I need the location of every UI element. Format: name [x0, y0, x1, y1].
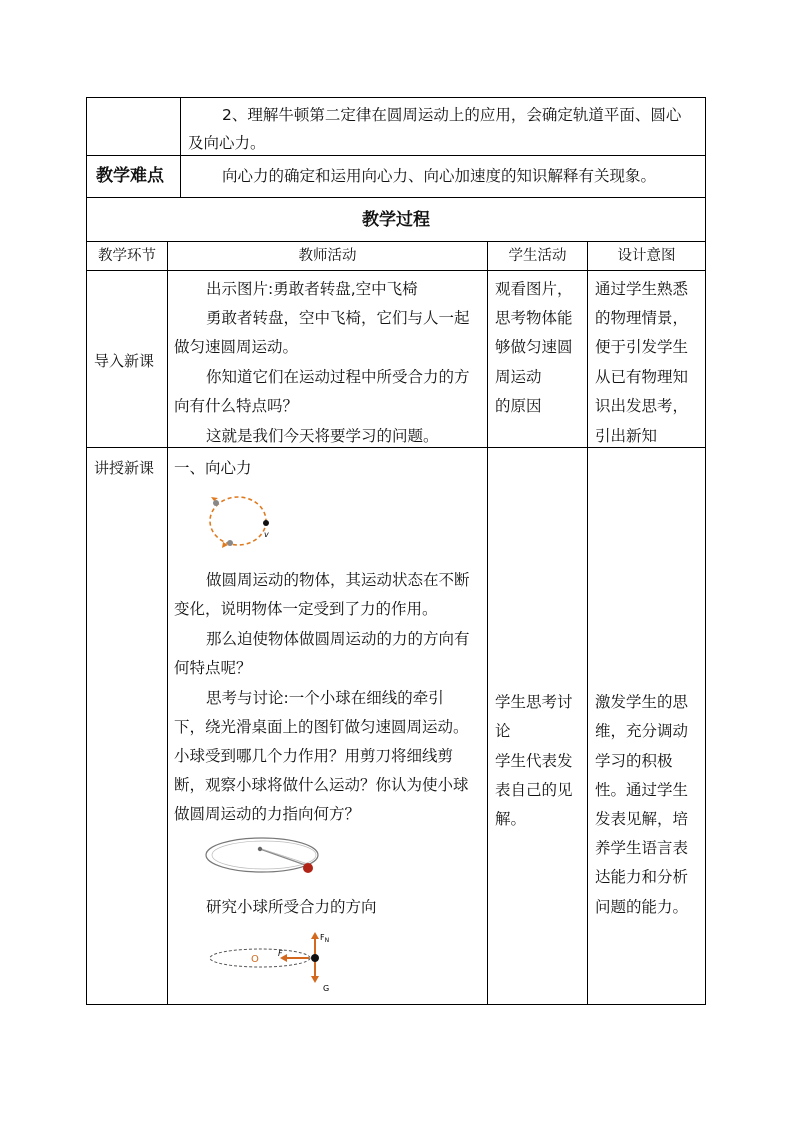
lecture-text-line: 何特点呢？: [174, 659, 252, 677]
arrow-icon: [311, 976, 319, 983]
moving-ball: [263, 520, 269, 526]
lecture-text-line: 那么迫使物体做圆周运动的力的方向有: [206, 630, 470, 648]
lecture-text-line: 做圆周运动的力指向何方？: [174, 805, 361, 823]
lecture-design-line: 问题的能力。: [595, 898, 689, 916]
lecture-student-line: 表自己的见: [495, 781, 573, 799]
intro-student-line: 思考物体能: [495, 309, 573, 327]
ghost-ball: [213, 500, 219, 506]
force-diagram-figure: [205, 925, 345, 995]
intro-teacher-line: 你知道它们在运动过程中所受合力的方: [206, 368, 470, 386]
intro-design-line: 引出新知: [595, 427, 658, 445]
lecture-text-line: 思考与讨论:一个小球在细线的牵引: [206, 689, 444, 707]
normal-force-label: $F_N$: [320, 933, 330, 944]
lecture-design-line: 达能力和分析: [595, 868, 689, 886]
intro-design-line: 通过学生熟悉: [595, 280, 689, 298]
ball: [311, 954, 319, 962]
difficulty-text: 向心力的确定和运用向心力、向心加速度的知识解释有关现象。: [222, 167, 657, 185]
intro-design-line: 的物理情景，: [595, 309, 689, 327]
process-title: 教学过程: [362, 210, 430, 230]
lecture-design-line: 学习的积极: [595, 752, 673, 770]
intro-student-line: 观看图片，: [495, 280, 573, 298]
intro-design-line: 从已有物理知: [595, 368, 689, 386]
intro-design-line: 识出发思考，: [595, 397, 689, 415]
circular-motion-figure: [200, 484, 284, 554]
objective-line-1: 2、理解牛顿第二定律在圆周运动上的应用，会确定轨道平面、圆心: [222, 106, 682, 124]
intro-teacher-line: 这就是我们今天将要学习的问题。: [206, 427, 439, 445]
ghost-ball: [227, 540, 233, 546]
intro-section-label: 导入新课: [94, 352, 155, 370]
lecture-student-line: 解。: [495, 810, 527, 828]
lecture-design-line: 性。通过学生: [595, 781, 689, 799]
gravity-label: G: [323, 984, 330, 993]
lecture-text-line: 研究小球所受合力的方向: [206, 898, 377, 916]
lecture-text-line: 小球受到哪几个力作用？用剪刀将细线剪: [174, 747, 454, 765]
force-label: F: [278, 949, 283, 958]
intro-teacher-line: 勇敢者转盘，空中飞椅，它们与人一起: [206, 309, 470, 327]
lecture-text-line: 变化，说明物体一定受到了力的作用。: [174, 600, 438, 618]
header-section: 教学环节: [98, 248, 156, 264]
difficulty-label: 教学难点: [96, 166, 164, 186]
lecture-design-line: 发表见解，培: [595, 810, 689, 828]
arrow-icon: [311, 932, 319, 939]
intro-teacher-line: 做匀速圆周运动。: [174, 338, 299, 356]
intro-design-line: 便于引发学生: [595, 338, 689, 356]
intro-teacher-line: 出示图片:勇敢者转盘,空中飞椅: [206, 280, 418, 298]
lecture-student-line: 学生代表发: [495, 752, 573, 770]
velocity-label: v: [264, 530, 269, 539]
intro-student-line: 的原因: [495, 397, 542, 415]
lecture-design-line: 养学生语言表: [595, 839, 689, 857]
lecture-design-line: 激发学生的思: [595, 693, 689, 711]
header-student: 学生活动: [508, 248, 567, 264]
header-teacher: 教师活动: [298, 248, 357, 264]
lecture-section-label: 讲授新课: [94, 459, 155, 477]
lecture-heading: 一、向心力: [174, 459, 252, 477]
lecture-design-line: 维，充分调动: [595, 722, 689, 740]
ball: [303, 863, 313, 873]
lecture-student-line: 论: [495, 722, 511, 740]
intro-student-line: 周运动: [495, 368, 542, 386]
intro-student-line: 够做匀速圆: [495, 338, 573, 356]
ball-on-table-figure: [202, 830, 328, 880]
center-label: O: [251, 954, 259, 965]
lecture-student-line: 学生思考讨: [495, 693, 573, 711]
intro-teacher-line: 向有什么特点吗？: [174, 397, 299, 415]
objective-line-2: 及向心力。: [188, 134, 266, 152]
lecture-text-line: 下，绕光滑桌面上的图钉做匀速圆周运动。: [174, 718, 469, 736]
pin: [258, 847, 262, 851]
lecture-text-line: 做圆周运动的物体，其运动状态在不断: [206, 571, 470, 589]
lecture-text-line: 断，观察小球将做什么运动？你认为使小球: [174, 776, 469, 794]
header-design: 设计意图: [617, 248, 676, 264]
